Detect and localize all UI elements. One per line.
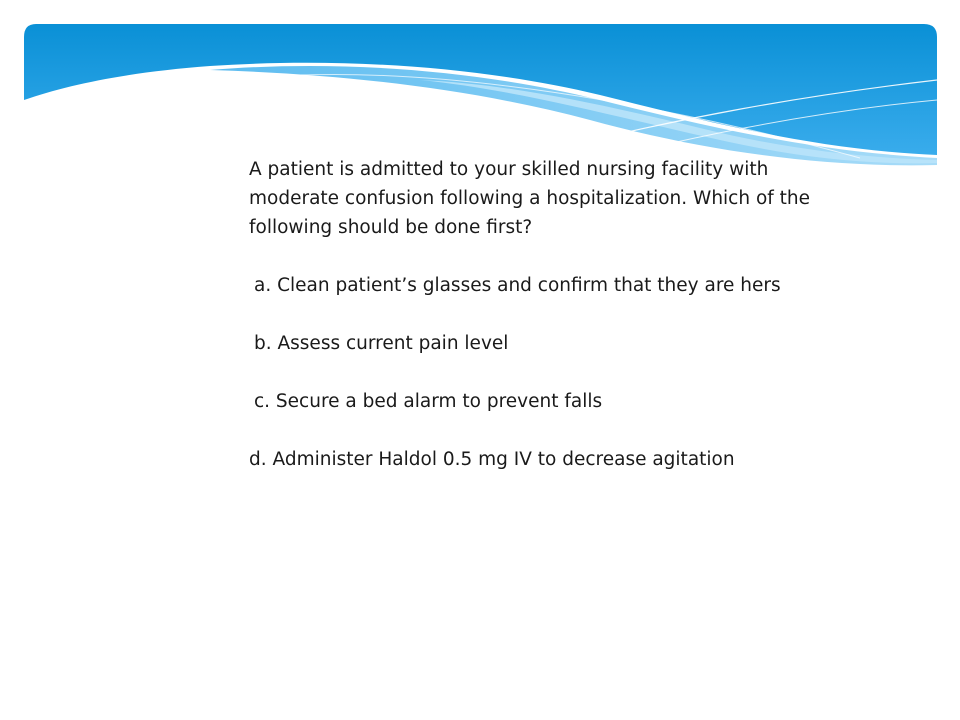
- option-b: b. Assess current pain level: [254, 333, 509, 354]
- question-content: [249, 155, 849, 474]
- option-a: a. Clean patient’s glasses and confirm that they are hers: [254, 275, 781, 296]
- option-c: c. Secure a bed alarm to prevent falls: [254, 391, 603, 412]
- question-text: A patient is admitted to your skilled nursing facility with moderate confusion following a hospitalization. Which of the following should be done first?: [249, 159, 811, 238]
- option-d: d. Administer Haldol 0.5 mg IV to decrease agitation: [249, 449, 735, 470]
